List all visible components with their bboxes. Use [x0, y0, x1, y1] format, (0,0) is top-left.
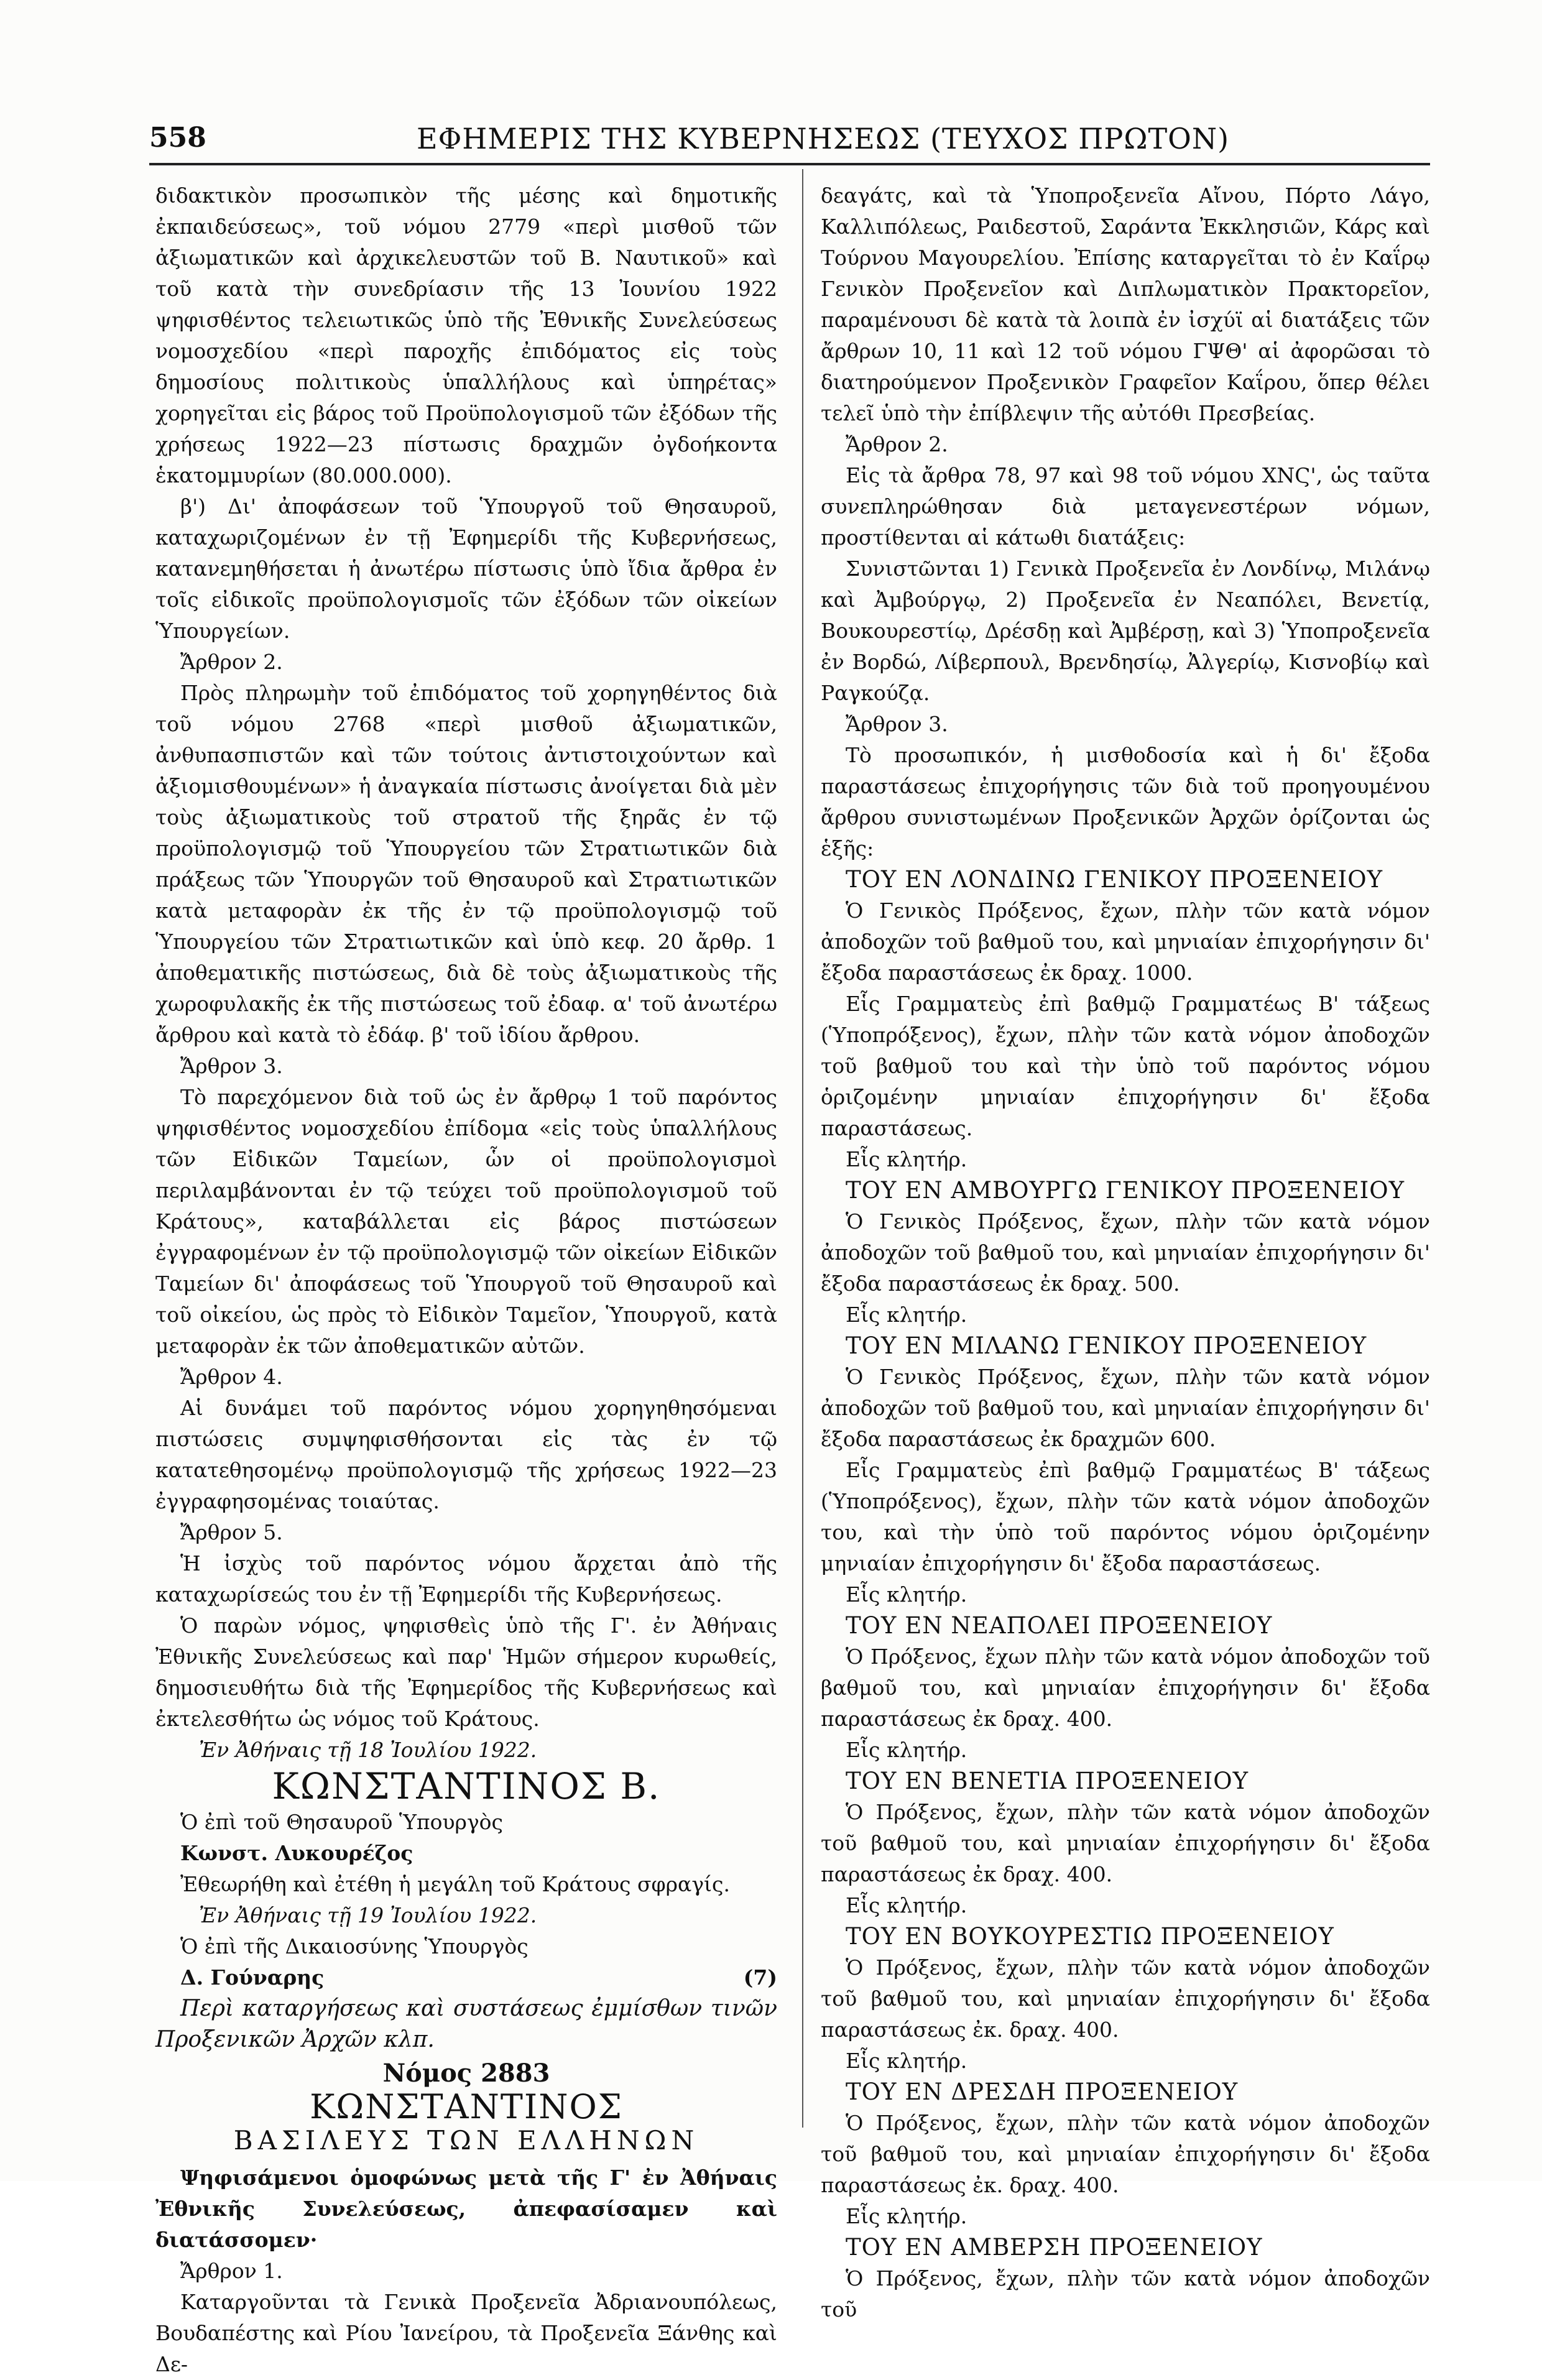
paragraph: διδακτικὸν προσωπικὸν τῆς μέσης καὶ δημοτικῆς ἐκπαιδεύσεως», τοῦ νόμου 2779 «περὶ μισθοῦ τῶν ἀξιωματικῶν καὶ ἀρχικελευστῶν τοῦ Β. Ναυτικοῦ» καὶ τοῦ κατὰ τὴν συνεδρίασιν τῆς 13 Ἰουνίου 1922 ψηφισθέντος τελειωτικῶς ὑπὸ τῆς Ἐθνικῆς Συνελεύσεως νομοσχεδίου «περὶ παροχῆς ἐπιδόματος εἰς τοὺς δημοσίους πολιτικοὺς ὑπαλλήλους καὶ ὑπηρέτας» χορηγεῖται εἰς βάρος τοῦ Προϋπολογισμοῦ τῶν ἐξόδων τῆς χρήσεως 1922—23 πίστωσις δραχμῶν ὀγδοήκοντα ἑκατομμυρίων (80.000.000).	[155, 183, 777, 487]
date-line: Ἐν Ἀθήναις τῇ 18 Ἰουλίου 1922.	[199, 1738, 537, 1762]
minister-name-text: Δ. Γούναρης	[180, 1965, 325, 1990]
right-column	[821, 180, 1430, 2325]
position-entry: Ὁ Γενικὸς Πρόξενος, ἔχων, πλὴν τῶν κατὰ νόμον ἀποδοχῶν τοῦ βαθμοῦ του, καὶ μηνιαίαν ἐπιχορήγησιν δι' ἔξοδα παραστάσεως ἐκ δραχ. 1000.	[821, 898, 1430, 985]
header-rule	[149, 163, 1430, 165]
paragraph: Πρὸς πληρωμὴν τοῦ ἐπιδόματος τοῦ χορηγηθέντος διὰ τοῦ νόμου 2768 «περὶ μισθοῦ ἀξιωματικῶν, ἀνθυπασπιστῶν καὶ τῶν τούτοις ἀντιστοιχούντων καὶ ἀξιομισθουμένων» ἡ ἀναγκαία πίστωσις ἀνοίγεται διὰ μὲν τοὺς ἀξιωματικοὺς τοῦ στρατοῦ τῆς ξηρᾶς ἐν τῷ προϋπολογισμῷ τοῦ Ὑπουργείου τῶν Στρατιωτικῶν διὰ πράξεως τῶν Ὑπουργῶν τοῦ Θησαυροῦ καὶ Στρατιωτικῶν κατὰ μεταφορὰν ἐκ τῆς ἐν τῷ προϋπολογισμῷ τοῦ Ὑπουργείου τῶν Στρατιωτικῶν καὶ ὑπὸ κεφ. 20 ἄρθρ. 1 ἀποθεματικῆς πιστώσεως, διὰ δὲ τοὺς ἀξιωματικοὺς τῆς χωροφυλακῆς ἐκ τῆς πιστώσεως τοῦ ἐδαφ. α' τοῦ ἀνωτέρω ἄρθρου καὶ κατὰ τὸ ἐδάφ. β' τοῦ ἰδίου ἄρθρου.	[155, 681, 777, 1047]
paragraph: Συνιστῶνται 1) Γενικὰ Προξενεῖα ἐν Λονδίνῳ, Μιλάνῳ καὶ Ἀμβούργῳ, 2) Προξενεῖα ἐν Νεαπόλει, Βενετίᾳ, Βουκουρεστίῳ, Δρέσδῃ καὶ Ἀμβέρσῃ, καὶ 3) Ὑποπροξενεῖα ἐν Βορδώ, Λίβερπουλ, Βρενδησίῳ, Ἀλγερίῳ, Κισνοβίῳ καὶ Ραγκούζᾳ.	[821, 556, 1430, 705]
position-entry: Ὁ Πρόξενος, ἔχων, πλὴν τῶν κατὰ νόμον ἀποδοχῶν τοῦ βαθμοῦ του, καὶ μηνιαίαν ἐπιχορήγησιν δι' ἔξοδα παραστάσεως ἐκ δραχ. 400.	[821, 1800, 1430, 1886]
date-line: Ἐν Ἀθήναις τῇ 19 Ἰουλίου 1922.	[199, 1903, 537, 1927]
position-entry: Ὁ Πρόξενος, ἔχων πλὴν τῶν κατὰ νόμον ἀποδοχῶν τοῦ βαθμοῦ του, καὶ μηνιαίαν ἐπιχορήγησιν δι' ἔξοδα παραστάσεως ἐκ δραχ. 400.	[821, 1644, 1430, 1731]
article-heading: Ἄρθρον 2.	[180, 650, 283, 674]
position-entry: Εἷς κλητήρ.	[846, 1303, 967, 1327]
position-entry: Εἷς κλητήρ.	[846, 1738, 967, 1762]
position-entry: Εἷς κλητήρ.	[846, 1147, 967, 1171]
page-number: 558	[149, 122, 206, 154]
position-entry: Εἷς κλητήρ.	[846, 1893, 967, 1917]
position-entry: Εἷς Γραμματεὺς ἐπὶ βαθμῷ Γραμματέως Β' τάξεως (Ὑποπρόξενος), ἔχων, πλὴν τῶν κατὰ νόμον ἀποδοχῶν τοῦ βαθμοῦ του καὶ τὴν ὑπὸ τοῦ παρόντος νόμου ὁριζομένην μηνιαίαν ἐπιχορήγησιν δι' ἔξοδα παραστάσεως.	[821, 992, 1430, 1140]
minister-role: Ὁ ἐπὶ τῆς Δικαιοσύνης Ὑπουργὸς	[180, 1934, 529, 1958]
preamble: Ψηφισάμενοι ὁμοφώνως μετὰ τῆς Γ' ἐν Ἀθήναις Ἐθνικῆς Συνελεύσεως, ἀπεφασίσαμεν καὶ διατάσσομεν·	[155, 2166, 777, 2252]
paragraph: Ἡ ἰσχὺς τοῦ παρόντος νόμου ἄρχεται ἀπὸ τῆς καταχωρίσεώς του ἐν τῇ Ἐφημερίδι τῆς Κυβερνήσεως.	[155, 1551, 777, 1607]
page-header	[149, 122, 1430, 165]
law-number: Νόμος 2883	[382, 2059, 550, 2088]
article-heading: Ἄρθρον 3.	[846, 712, 948, 736]
article-heading: Ἄρθρον 1.	[180, 2259, 283, 2283]
king-signature: ΚΩΝΣΤΑΝΤΙΝΟΣ Β.	[272, 1765, 661, 1807]
article-heading: Ἄρθρον 3.	[180, 1054, 283, 1078]
position-entry: Ὁ Γενικὸς Πρόξενος, ἔχων, πλὴν τῶν κατὰ νόμον ἀποδοχῶν τοῦ βαθμοῦ του, καὶ μηνιαίαν ἐπιχορήγησιν δι' ἔξοδα παραστάσεως ἐκ δραχ. 500.	[821, 1209, 1430, 1296]
article-heading: Ἄρθρον 4.	[180, 1365, 283, 1389]
consulate-heading: ΤΟΥ ΕΝ ΒΟΥΚΟΥΡΕΣΤΙΩ ΠΡΟΞΕΝΕΙΟΥ	[846, 1923, 1334, 1950]
position-entry: Εἷς κλητήρ.	[846, 2049, 967, 2073]
running-title: ΕΦΗΜΕΡΙΣ ΤΗΣ ΚΥΒΕΡΝΗΣΕΩΣ (ΤΕΥΧΟΣ ΠΡΩΤΟΝ)	[417, 122, 1230, 155]
king-name: ΚΩΝΣΤΑΝΤΙΝΟΣ	[310, 2087, 623, 2126]
minister-role: Ὁ ἐπὶ τοῦ Θησαυροῦ Ὑπουργὸς	[180, 1810, 504, 1834]
position-entry: Εἷς κλητήρ.	[846, 1582, 967, 1607]
consulate-heading: ΤΟΥ ΕΝ ΑΜΒΕΡΣΗ ΠΡΟΞΕΝΕΙΟΥ	[846, 2234, 1263, 2261]
position-entry: Ὁ Πρόξενος, ἔχων, πλὴν τῶν κατὰ νόμον ἀποδοχῶν τοῦ	[821, 2266, 1430, 2322]
seal-note: Ἐθεωρήθη καὶ ἐτέθη ἡ μεγάλη τοῦ Κράτους σφραγίς.	[180, 1872, 730, 1896]
position-entry: Εἷς κλητήρ.	[846, 2204, 967, 2228]
paragraph: Καταργοῦνται τὰ Γενικὰ Προξενεῖα Ἀδριανουπόλεως, Βουδαπέστης καὶ Ρίου Ἰανείρου, τὰ Προξενεῖα Ξάνθης καὶ Δε-	[155, 2290, 777, 2376]
paragraph: Τὸ προσωπικόν, ἡ μισθοδοσία καὶ ἡ δι' ἔξοδα παραστάσεως ἐπιχορήγησις τῶν διὰ τοῦ προηγουμένου ἄρθρου συνιστωμένων Προξενικῶν Ἀρχῶν ὁρίζονται ὡς ἑξῆς:	[821, 743, 1430, 860]
consulate-heading: ΤΟΥ ΕΝ ΝΕΑΠΟΛΕΙ ΠΡΟΞΕΝΕΙΟΥ	[846, 1612, 1273, 1639]
position-entry: Ὁ Γενικὸς Πρόξενος, ἔχων, πλὴν τῶν κατὰ νόμον ἀποδοχῶν τοῦ βαθμοῦ του, καὶ μηνιαίαν ἐπιχορήγησιν δι' ἔξοδα παραστάσεως ἐκ δραχμῶν 600.	[821, 1365, 1430, 1451]
king-title: ΒΑΣΙΛΕΥΣ ΤΩΝ ΕΛΛΗΝΩΝ	[233, 2125, 699, 2156]
law-title: Περὶ καταργήσεως καὶ συστάσεως ἐμμίσθων τινῶν Προξενικῶν Ἀρχῶν κλπ.	[155, 1996, 777, 2052]
minister-name: Κωνστ. Λυκουρέζος	[180, 1841, 413, 1865]
consulate-heading: ΤΟΥ ΕΝ ΛΟΝΔΙΝΩ ΓΕΝΙΚΟΥ ΠΡΟΞΕΝΕΙΟΥ	[846, 866, 1383, 893]
left-column	[155, 180, 777, 2380]
consulate-heading: ΤΟΥ ΕΝ ΔΡΕΣΔΗ ΠΡΟΞΕΝΕΙΟΥ	[846, 2078, 1239, 2105]
consulate-heading: ΤΟΥ ΕΝ ΒΕΝΕΤΙΑ ΠΡΟΞΕΝΕΙΟΥ	[846, 1768, 1249, 1794]
law-sequence-number: (7)	[743, 1965, 777, 1990]
position-entry: Εἷς Γραμματεὺς ἐπὶ βαθμῷ Γραμματέως Β' τάξεως (Ὑποπρόξενος), ἔχων, πλὴν τῶν κατὰ νόμον ἀποδοχῶν του, καὶ τὴν ὑπὸ τοῦ παρόντος νόμου ὁριζομένην μηνιαίαν ἐπιχορήγησιν δι' ἔξοδα παραστάσεως.	[821, 1458, 1430, 1575]
position-entry: Ὁ Πρόξενος, ἔχων, πλὴν τῶν κατὰ νόμον ἀποδοχῶν τοῦ βαθμοῦ του, καὶ μηνιαίαν ἐπιχορήγησιν δι' ἔξοδα παραστάσεως ἐκ. δραχ. 400.	[821, 2111, 1430, 2197]
paragraph: β') Δι' ἀποφάσεων τοῦ Ὑπουργοῦ τοῦ Θησαυροῦ, καταχωριζομένων ἐν τῇ Ἐφημερίδι τῆς Κυβερνήσεως, κατανεμηθήσεται ἡ ἀνωτέρω πίστωσις ὑπὸ ἴδια ἄρθρα ἐν τοῖς εἰδικοῖς προϋπολογισμοῖς τῶν ἐξόδων τῶν οἰκείων Ὑπουργείων.	[155, 494, 777, 643]
paragraph: Αἱ δυνάμει τοῦ παρόντος νόμου χορηγηθησόμεναι πιστώσεις συμψηφισθήσονται εἰς τὰς ἐν τῷ κατατεθησομένῳ προϋπολογισμῷ τῆς χρήσεως 1922—23 ἐγγραφησομένας τοιαύτας.	[155, 1396, 777, 1513]
paragraph: Εἰς τὰ ἄρθρα 78, 97 καὶ 98 τοῦ νόμου ΧΝϚ', ὡς ταῦτα συνεπληρώθησαν διὰ μεταγενεστέρων νόμων, προστίθενται αἱ κάτωθι διατάξεις:	[821, 463, 1430, 550]
paragraph: δεαγάτς, καὶ τὰ Ὑποπροξενεῖα Αἴνου, Πόρτο Λάγο, Καλλιπόλεως, Ραιδεστοῦ, Σαράντα Ἐκκλησιῶν, Κάρς καὶ Τούρνου Μαγουρελίου. Ἐπίσης καταργεῖται τὸ ἐν Καΐρῳ Γενικὸν Προξενεῖον καὶ Διπλωματικὸν Πρακτορεῖον, παραμένουσι δὲ κατὰ τὰ λοιπὰ ἐν ἰσχύϊ αἱ διατάξεις τῶν ἄρθρων 10, 11 καὶ 12 τοῦ νόμου ΓΨΘ' αἱ ἀφορῶσαι τὸ διατηρούμενον Προξενικὸν Γραφεῖον Καΐρου, ὅπερ θέλει τελεῖ ὑπὸ τὴν ἐπίβλεψιν τῆς αὐτόθι Πρεσβείας.	[821, 183, 1430, 425]
consulate-heading: ΤΟΥ ΕΝ ΜΙΛΑΝΩ ΓΕΝΙΚΟΥ ΠΡΟΞΕΝΕΙΟΥ	[846, 1332, 1367, 1359]
minister-name	[155, 1962, 777, 1993]
paragraph: Ὁ παρὼν νόμος, ψηφισθεὶς ὑπὸ τῆς Γ'. ἐν Ἀθήναις Ἐθνικῆς Συνελεύσεως καὶ παρ' Ἡμῶν σήμερον κυρωθείς, δημοσιευθήτω διὰ τῆς Ἐφημερίδος τῆς Κυβερνήσεως καὶ ἐκτελεσθήτω ὡς νόμος τοῦ Κράτους.	[155, 1613, 777, 1731]
article-heading: Ἄρθρον 2.	[846, 432, 948, 456]
paragraph: Τὸ παρεχόμενον διὰ τοῦ ὡς ἐν ἄρθρῳ 1 τοῦ παρόντος ψηφισθέντος νομοσχεδίου ἐπίδομα «εἰς τοὺς ὑπαλλήλους τῶν Εἰδικῶν Ταμείων, ὧν οἱ προϋπολογισμοὶ περιλαμβάνονται ἐν τῷ τεύχει τοῦ προϋπολογισμοῦ τοῦ Κράτους», καταβάλλεται εἰς βάρος πιστώσεων ἐγγραφομένων ἐν τῷ προϋπολογισμῷ τῶν οἰκείων Εἰδικῶν Ταμείων δι' ἀποφάσεως τοῦ Ὑπουργοῦ τοῦ Θησαυροῦ καὶ τοῦ οἰκείου, ὡς πρὸς τὸ Εἰδικὸν Ταμεῖον, Ὑπουργοῦ, κατὰ μεταφορὰν ἐκ τῶν ἀποθεματικῶν αὐτῶν.	[155, 1085, 777, 1358]
article-heading: Ἄρθρον 5.	[180, 1520, 283, 1544]
position-entry: Ὁ Πρόξενος, ἔχων, πλὴν τῶν κατὰ νόμον ἀποδοχῶν τοῦ βαθμοῦ του, καὶ μηνιαίαν ἐπιχορήγησιν δι' ἔξοδα παραστάσεως ἐκ. δραχ. 400.	[821, 1955, 1430, 2042]
column-divider	[802, 169, 803, 2128]
consulate-heading: ΤΟΥ ΕΝ ΑΜΒΟΥΡΓΩ ΓΕΝΙΚΟΥ ΠΡΟΞΕΝΕΙΟΥ	[846, 1177, 1405, 1204]
